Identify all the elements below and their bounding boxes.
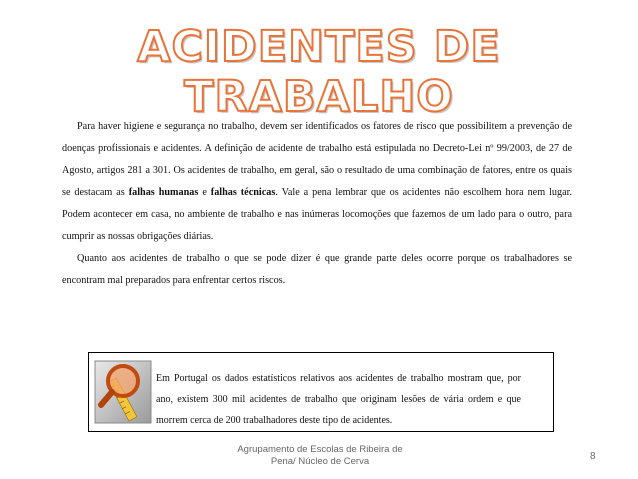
paragraph-1 <box>62 116 572 248</box>
emphasis-technical-failures: falhas técnicas <box>210 187 276 198</box>
body-text <box>62 116 572 292</box>
footer-line-2: Pena/ Núcleo de Cerva <box>270 456 370 467</box>
paragraph-1-part-1: Para haver higiene e segurança no trabalho, devem ser identificados os fatores de risco que possibilitem a prevenção de doenças profissionais e acidentes. A definição de acidente de trabalho está estipulada no Decreto-Lei nº 99/2003, de 27 de Agosto, artigos 281 a 301. Os acidentes de trabalho, em geral, são o resultado de uma combinação de fatores, entre os quais se destacam as <box>62 121 572 198</box>
footer-line-1: Agrupamento de Escolas de Ribeira de <box>237 444 403 455</box>
magnifying-glass-ruler-icon <box>93 359 153 425</box>
statistics-text: Em Portugal os dados estatísticos relativos aos acidentes de trabalho mostram que, por ano, existem 300 mil acidentes de trabalho que originam lesões de vária ordem e que morrem cerca de 200 trabalhadores deste tipo de acidentes. <box>156 373 521 426</box>
page-number: 8 <box>590 451 596 462</box>
page-title: ACIDENTES DE TRABALHO <box>137 22 501 122</box>
emphasis-human-failures: falhas humanas <box>128 187 199 198</box>
paragraph-2: Quanto aos acidentes de trabalho o que se pode dizer é que grande parte deles ocorre porque os trabalhadores se encontram mal preparados para enfrentar certos riscos. <box>62 253 572 286</box>
statistics-callout-box <box>88 352 554 432</box>
paragraph-1-connector: e <box>198 187 211 198</box>
footer-school-name <box>210 444 430 468</box>
paragraph-1-part-2: . Vale a pena lembrar que os acidentes não escolhem hora nem lugar. Podem acontecer em casa, no ambiente de trabalho e nas inúmeras locomoções que fazemos de um lado para o outro, para cumprir as nossas obrigações diárias. <box>62 187 572 242</box>
